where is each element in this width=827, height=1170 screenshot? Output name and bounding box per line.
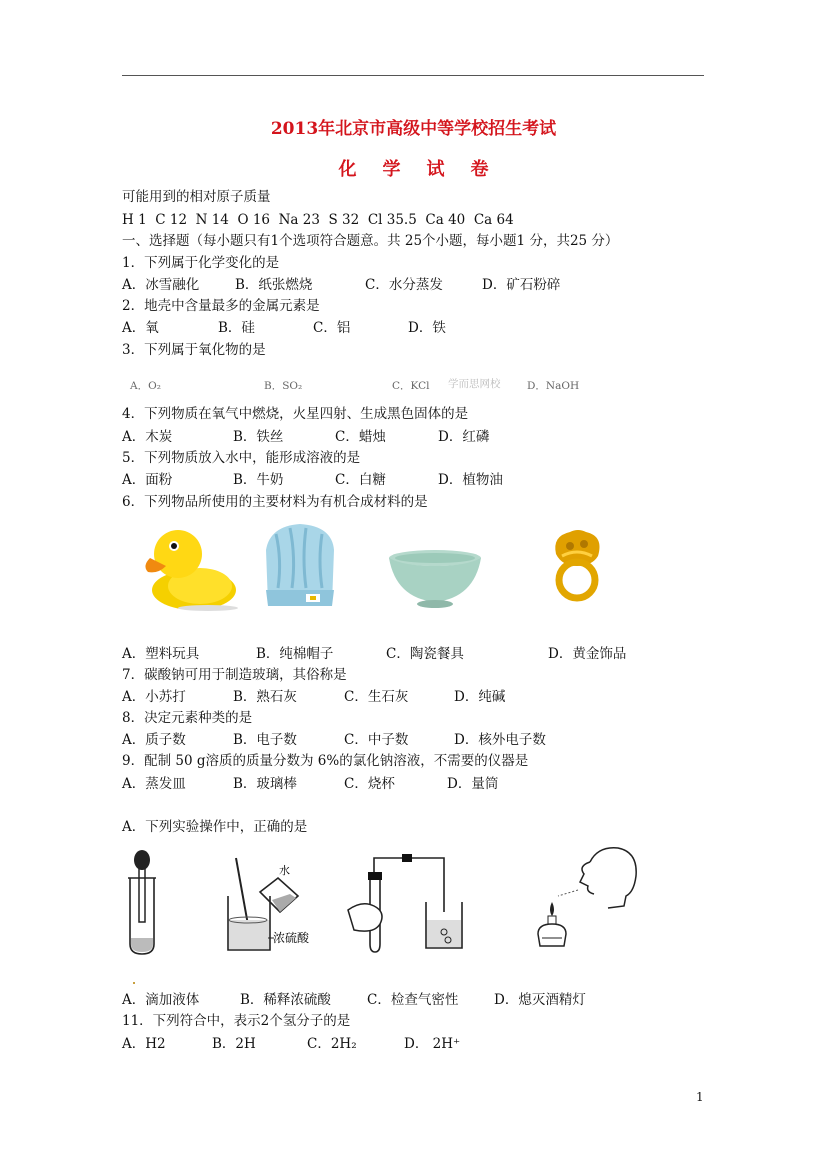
option: D．核外电子数	[454, 732, 546, 748]
exam-title: 2013年北京市高级中等学校招生考试	[270, 119, 557, 139]
option: C．KCl	[392, 380, 430, 392]
question-stem: 4．下列物质在氧气中燃烧，火星四射、生成黑色固体的是	[122, 406, 469, 422]
option: A．质子数	[122, 732, 186, 748]
stray-mark	[133, 982, 135, 984]
option: B．纯棉帽子	[256, 646, 334, 662]
option: B．纸张燃烧	[235, 277, 313, 293]
page-number: 1	[696, 1090, 704, 1104]
question-stem: 1．下列属于化学变化的是	[122, 255, 280, 271]
blowing-lamp-icon	[534, 842, 644, 958]
option: A．滴加液体	[122, 992, 200, 1008]
exam-subtitle: 化学试卷	[338, 159, 515, 180]
option: B．电子数	[233, 732, 297, 748]
option: C．烧杯	[344, 776, 395, 792]
option: A．蒸发皿	[122, 776, 186, 792]
question-stem: 11．下列符合中，表示2个氢分子的是	[122, 1013, 351, 1029]
option: C．蜡烛	[335, 429, 386, 445]
question-stem: 3．下列属于氧化物的是	[122, 342, 266, 358]
dropper-icon	[120, 848, 164, 958]
option: B．铁丝	[233, 429, 284, 445]
option: C．铝	[313, 320, 351, 336]
option: D．矿石粉碎	[482, 277, 561, 293]
option: C．陶瓷餐具	[386, 646, 464, 662]
option: A．氧	[122, 320, 159, 336]
option: D．熄灭酒精灯	[494, 992, 586, 1008]
option: D．铁	[408, 320, 446, 336]
atomic-mass-list: H 1 C 12 N 14 O 16 Na 23 S 32 Cl 35.5 Ca 40 Ca 64	[122, 212, 514, 228]
question-stem: 7．碳酸钠可用于制造玻璃，其俗称是	[122, 667, 347, 683]
option: C．白糖	[335, 472, 386, 488]
question-stem: 2．地壳中含量最多的金属元素是	[122, 298, 320, 314]
option: D．NaOH	[527, 380, 580, 392]
watermark: 学而思网校	[448, 378, 501, 390]
option: C．中子数	[344, 732, 409, 748]
option: B．SO₂	[264, 380, 303, 392]
ceramic-bowl-icon	[386, 548, 484, 610]
header-rule	[122, 75, 704, 76]
option: A．H2	[122, 1036, 166, 1052]
dilution-icon	[220, 856, 320, 956]
option: D． 2H⁺	[404, 1036, 461, 1052]
option: B．硅	[218, 320, 255, 336]
rubber-duck-icon	[138, 520, 238, 612]
option: B．牛奶	[233, 472, 284, 488]
question-stem: 6．下列物品所使用的主要材料为有机合成材料的是	[122, 494, 428, 510]
option: C．水分蒸发	[365, 277, 443, 293]
gold-ring-icon	[548, 526, 606, 602]
option: C．生石灰	[344, 689, 409, 705]
option: D．纯碱	[454, 689, 506, 705]
option: A．冰雪融化	[122, 277, 200, 293]
question-stem: 8．决定元素种类的是	[122, 710, 253, 726]
option: C．2H₂	[307, 1036, 357, 1052]
option: A．小苏打	[122, 689, 186, 705]
option: D．黄金饰品	[548, 646, 627, 662]
airtightness-icon	[344, 852, 464, 956]
option: A．木炭	[122, 429, 173, 445]
atomic-mass-heading: 可能用到的相对原子质量	[122, 189, 271, 205]
knit-hat-icon	[262, 520, 338, 610]
option: D．植物油	[438, 472, 503, 488]
option: D．量筒	[447, 776, 499, 792]
option: A．塑料玩具	[122, 646, 200, 662]
option: C．检查气密性	[367, 992, 459, 1008]
question-stem: 5．下列物质放入水中，能形成溶液的是	[122, 450, 361, 466]
option: A．O₂	[130, 380, 161, 392]
option: B．玻璃棒	[233, 776, 297, 792]
option: D．红磷	[438, 429, 490, 445]
option: B．熟石灰	[233, 689, 297, 705]
option: B．稀释浓硫酸	[240, 992, 331, 1008]
section-heading: 一、选择题（每小题只有1个选项符合题意。共 25个小题，每小题1 分，共25 分）	[122, 233, 619, 249]
water-label: 水	[279, 864, 290, 877]
acid-label: 浓硫酸	[273, 931, 310, 945]
option: B．2H	[212, 1036, 256, 1052]
question-stem: A．下列实验操作中，正确的是	[122, 819, 308, 835]
option: A．面粉	[122, 472, 173, 488]
question-stem: 9．配制 50 g溶质的质量分数为 6%的氯化钠溶液，不需要的仪器是	[122, 753, 529, 769]
